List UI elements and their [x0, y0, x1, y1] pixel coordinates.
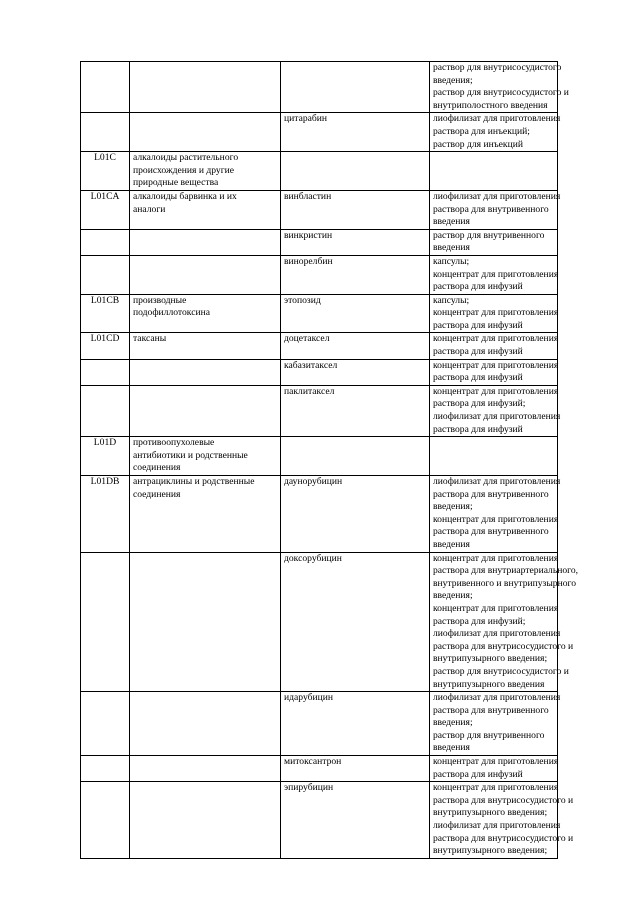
group-line: алкалоиды барвинка и их	[133, 190, 237, 202]
dosage-forms-cell	[430, 62, 569, 113]
atc-code-cell	[81, 476, 130, 553]
forms-line: раствор для внутривенного	[433, 229, 545, 241]
atc-code-cell	[81, 552, 130, 692]
drug-name-cell	[281, 692, 430, 756]
drug-table-body	[81, 62, 579, 859]
drug-name-cell	[281, 437, 430, 476]
atc-code-cell	[81, 152, 130, 191]
forms-line: раствора для внутривенного	[433, 704, 549, 716]
dosage-forms-cell	[430, 476, 561, 553]
forms-line: раствора для инфузий	[433, 768, 523, 780]
forms-line: раствор для внутрисосудистого и	[433, 665, 569, 677]
forms-line: раствора для инфузий	[433, 423, 523, 435]
atc-code: L01CD	[90, 333, 120, 345]
forms-line: лиофилизат для приготовления	[433, 692, 561, 704]
group-line: происхождения и другие	[133, 164, 235, 176]
atc-code: L01CB	[90, 294, 120, 306]
table-row	[81, 190, 558, 229]
forms-line: концентрат для приготовления	[433, 602, 559, 614]
drug-line: паклитаксел	[284, 385, 335, 397]
table-row	[81, 152, 558, 191]
group-line: подофиллотоксина	[133, 307, 210, 319]
dosage-forms-cell	[430, 333, 558, 359]
forms-line: раствора для внутриартериального,	[433, 565, 579, 577]
drug-name-cell	[281, 294, 430, 333]
forms-line: введения;	[433, 74, 473, 86]
atc-group-cell	[130, 62, 281, 113]
table-row	[81, 552, 558, 692]
forms-line: раствора для внутрисосудистого и	[433, 794, 574, 806]
forms-line: раствора для внутрисосудистого и	[433, 832, 574, 844]
forms-line: введения	[433, 242, 470, 254]
atc-code-cell	[81, 229, 130, 255]
dosage-forms-cell	[430, 152, 558, 191]
atc-code: L01DB	[90, 476, 120, 487]
atc-code-cell	[81, 255, 130, 294]
forms-line: раствора для инфузий;	[433, 615, 526, 627]
atc-code-cell	[81, 294, 130, 333]
forms-line: капсулы;	[433, 255, 470, 267]
atc-code-cell	[81, 437, 130, 476]
atc-group-cell	[130, 359, 281, 385]
drug-name-cell	[281, 113, 430, 152]
table-row	[81, 782, 558, 859]
table-row	[81, 113, 558, 152]
drug-name-cell	[281, 385, 430, 436]
forms-line: раствора для инфузий;	[433, 398, 526, 410]
forms-line: внутрипузырного введения	[433, 678, 545, 690]
atc-group-cell	[130, 552, 281, 692]
drug-name-cell	[281, 229, 430, 255]
forms-line: раствора для инфузий	[433, 319, 523, 331]
dosage-forms-cell	[430, 782, 574, 859]
dosage-forms-cell	[430, 190, 561, 229]
forms-line: введения;	[433, 717, 473, 729]
forms-line: внутривенного и внутрипузырного	[433, 577, 577, 589]
dosage-forms-cell	[430, 756, 558, 782]
forms-line: концентрат для приготовления	[433, 782, 559, 794]
group-line: аналоги	[133, 203, 166, 215]
table-row	[81, 476, 558, 553]
atc-code-cell	[81, 756, 130, 782]
forms-line: концентрат для приготовления	[433, 513, 559, 525]
drug-line: идарубицин	[284, 692, 334, 704]
forms-line: раствор для внутрисосудистого	[433, 62, 562, 73]
atc-group-cell	[130, 476, 281, 553]
forms-line: концентрат для приготовления	[433, 385, 559, 397]
forms-line: концентрат для приготовления	[433, 552, 559, 564]
atc-code-cell	[81, 62, 130, 113]
forms-line: лиофилизат для приготовления	[433, 190, 561, 202]
drug-name-cell	[281, 190, 430, 229]
forms-line: введения	[433, 538, 470, 550]
group-line: противоопухолевые	[133, 437, 215, 449]
drug-line: доксорубицин	[284, 552, 342, 564]
atc-code-cell	[81, 692, 130, 756]
atc-group-cell	[130, 782, 281, 859]
group-line: природные вещества	[133, 177, 219, 189]
group-line: производные	[133, 294, 187, 306]
forms-line: лиофилизат для приготовления	[433, 820, 561, 832]
forms-line: введения;	[433, 590, 473, 602]
drug-line: винкристин	[284, 229, 333, 241]
drug-line: этопозид	[284, 294, 321, 306]
drug-name-cell	[281, 782, 430, 859]
dosage-forms-cell	[430, 437, 558, 476]
atc-group-cell	[130, 333, 281, 359]
forms-line: раствора для внутривенного	[433, 526, 549, 538]
dosage-forms-cell	[430, 359, 558, 385]
forms-line: раствор для внутривенного	[433, 729, 545, 741]
forms-line: раствора для инфузий	[433, 372, 523, 384]
forms-line: концентрат для приготовления	[433, 333, 559, 345]
forms-line: концентрат для приготовления	[433, 756, 559, 768]
group-line: соединения	[133, 462, 181, 474]
group-line: антрациклины и родственные	[133, 476, 255, 487]
atc-code-cell	[81, 190, 130, 229]
drug-line: кабазитаксел	[284, 359, 338, 371]
drug-line: митоксантрон	[284, 756, 342, 768]
table-row	[81, 294, 558, 333]
table-row	[81, 62, 558, 113]
atc-group-cell	[130, 385, 281, 436]
dosage-forms-cell	[430, 385, 561, 436]
atc-code: L01C	[94, 152, 116, 164]
atc-code-cell	[81, 333, 130, 359]
forms-line: введения;	[433, 501, 473, 513]
atc-group-cell	[130, 229, 281, 255]
atc-code: L01D	[93, 437, 117, 449]
forms-line: концентрат для приготовления	[433, 307, 559, 319]
forms-line: концентрат для приготовления	[433, 359, 559, 371]
forms-line: лиофилизат для приготовления	[433, 411, 561, 423]
atc-group-cell	[130, 437, 281, 476]
atc-group-cell	[130, 152, 281, 191]
table-row	[81, 359, 558, 385]
group-line: антибиотики и родственные	[133, 449, 248, 461]
atc-group-cell	[130, 255, 281, 294]
atc-group-cell	[130, 756, 281, 782]
drug-line: цитарабин	[284, 113, 328, 125]
atc-code: L01CA	[90, 190, 120, 202]
group-line: таксаны	[133, 333, 167, 345]
drug-name-cell	[281, 255, 430, 294]
atc-code-cell	[81, 385, 130, 436]
group-line: алкалоиды растительного	[133, 152, 239, 164]
drug-name-cell	[281, 333, 430, 359]
forms-line: раствора для инфузий	[433, 281, 523, 293]
forms-line: раствор для инъекций	[433, 138, 523, 150]
forms-line: введения	[433, 742, 470, 754]
atc-group-cell	[130, 294, 281, 333]
dosage-forms-cell	[430, 113, 561, 152]
atc-code-cell	[81, 782, 130, 859]
drug-name-cell	[281, 359, 430, 385]
table-row	[81, 437, 558, 476]
atc-group-cell	[130, 190, 281, 229]
dosage-forms-cell	[430, 255, 558, 294]
dosage-forms-cell	[430, 552, 579, 692]
drug-name-cell	[281, 152, 430, 191]
forms-line: внутрипузырного введения;	[433, 845, 548, 857]
dosage-forms-cell	[430, 294, 558, 333]
atc-group-cell	[130, 113, 281, 152]
group-line: соединения	[133, 488, 181, 500]
table-row	[81, 385, 558, 436]
forms-line: раствора для инфузий	[433, 346, 523, 358]
atc-group-cell	[130, 692, 281, 756]
forms-line: лиофилизат для приготовления	[433, 476, 561, 487]
drug-name-cell	[281, 476, 430, 553]
table-row	[81, 692, 558, 756]
table-row	[81, 333, 558, 359]
forms-line: раствор для внутрисосудистого и	[433, 87, 569, 99]
forms-line: лиофилизат для приготовления	[433, 628, 561, 640]
table-row	[81, 255, 558, 294]
atc-code-cell	[81, 359, 130, 385]
forms-line: раствора для внутривенного	[433, 488, 549, 500]
drug-name-cell	[281, 62, 430, 113]
drug-line: доцетаксел	[284, 333, 330, 345]
drug-line: эпирубицин	[284, 782, 334, 794]
drug-name-cell	[281, 756, 430, 782]
drug-name-cell	[281, 552, 430, 692]
drug-line: винорелбин	[284, 255, 333, 267]
forms-line: раствора для внутривенного	[433, 203, 549, 215]
drug-table	[80, 61, 579, 859]
drug-line: винбластин	[284, 190, 332, 202]
forms-line: концентрат для приготовления	[433, 268, 559, 280]
forms-line: лиофилизат для приготовления	[433, 113, 561, 125]
table-row	[81, 756, 558, 782]
forms-line: раствора для внутрисосудистого и	[433, 640, 574, 652]
forms-line: капсулы;	[433, 294, 470, 306]
forms-line: внутриполостного введения	[433, 99, 548, 111]
forms-line: раствора для инъекций;	[433, 125, 530, 137]
atc-code-cell	[81, 113, 130, 152]
drug-line: даунорубицин	[284, 476, 343, 487]
dosage-forms-cell	[430, 229, 558, 255]
forms-line: введения	[433, 216, 470, 228]
forms-line: внутрипузырного введения;	[433, 653, 548, 665]
forms-line: внутрипузырного введения;	[433, 807, 548, 819]
table-row	[81, 229, 558, 255]
dosage-forms-cell	[430, 692, 561, 756]
